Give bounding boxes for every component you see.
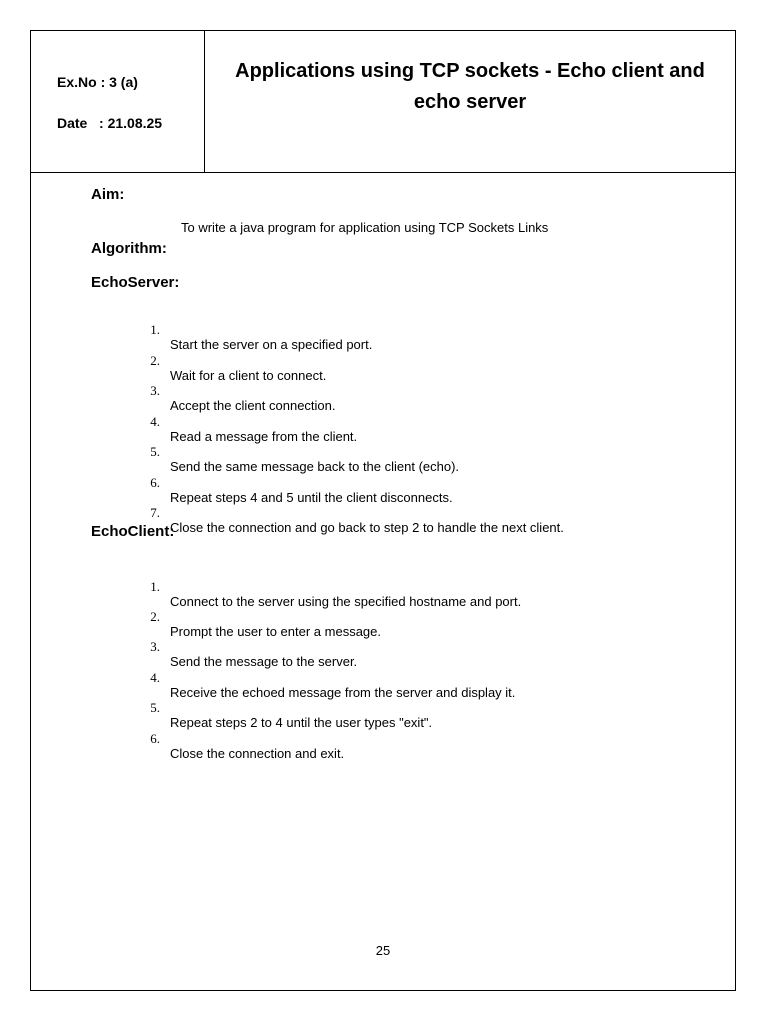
step-number: 6. [150,475,160,490]
document-title-line-1: Applications using TCP sockets - Echo client and [235,60,705,82]
step-text: Repeat steps 4 and 5 until the client disconnects. [170,490,453,505]
experiment-info-cell [31,31,205,172]
step-text: Close the connection and go back to step 2 to handle the next client. [170,520,564,535]
step-number: 1. [150,322,160,337]
step-text: Repeat steps 2 to 4 until the user types "exit". [170,715,433,730]
echo-client-step [31,564,522,609]
step-number: 2. [150,609,160,624]
echo-client-heading: EchoClient: [91,523,175,540]
step-text: Connect to the server using the specified hostname and port. [170,594,522,609]
step-text: Read a message from the client. [170,429,358,444]
step-number: 5. [150,444,160,459]
step-number: 4. [150,670,160,685]
page-frame [30,30,736,991]
step-number: 4. [150,414,160,429]
step-text: Receive the echoed message from the server and display it. [170,685,516,700]
step-number: 7. [150,505,160,520]
aim-text: To write a java program for application using TCP Sockets Links [181,220,549,235]
step-text: Send the message to the server. [170,654,358,669]
experiment-number: Ex.No : 3 (a) [57,74,138,90]
step-number: 1. [150,579,160,594]
document-title-line-2: echo server [413,91,527,113]
step-number: 3. [150,639,160,654]
header-table [31,31,735,173]
aim-heading: Aim: [91,186,125,203]
step-text: Close the connection and exit. [170,746,345,761]
echo-server-step [31,307,373,352]
step-text: Wait for a client to connect. [170,368,327,383]
step-text: Send the same message back to the client (echo). [170,459,460,474]
step-number: 6. [150,731,160,746]
step-text: Prompt the user to enter a message. [170,624,381,639]
step-text: Accept the client connection. [170,398,336,413]
echo-server-heading: EchoServer: [91,274,180,291]
page-number: 25 [375,943,391,958]
title-cell [205,31,735,172]
step-text: Start the server on a specified port. [170,337,373,352]
step-number: 3. [150,383,160,398]
step-number: 5. [150,700,160,715]
document-title [205,56,735,118]
experiment-date: Date : 21.08.25 [57,115,163,131]
step-number: 2. [150,353,160,368]
algorithm-heading: Algorithm: [91,240,167,257]
